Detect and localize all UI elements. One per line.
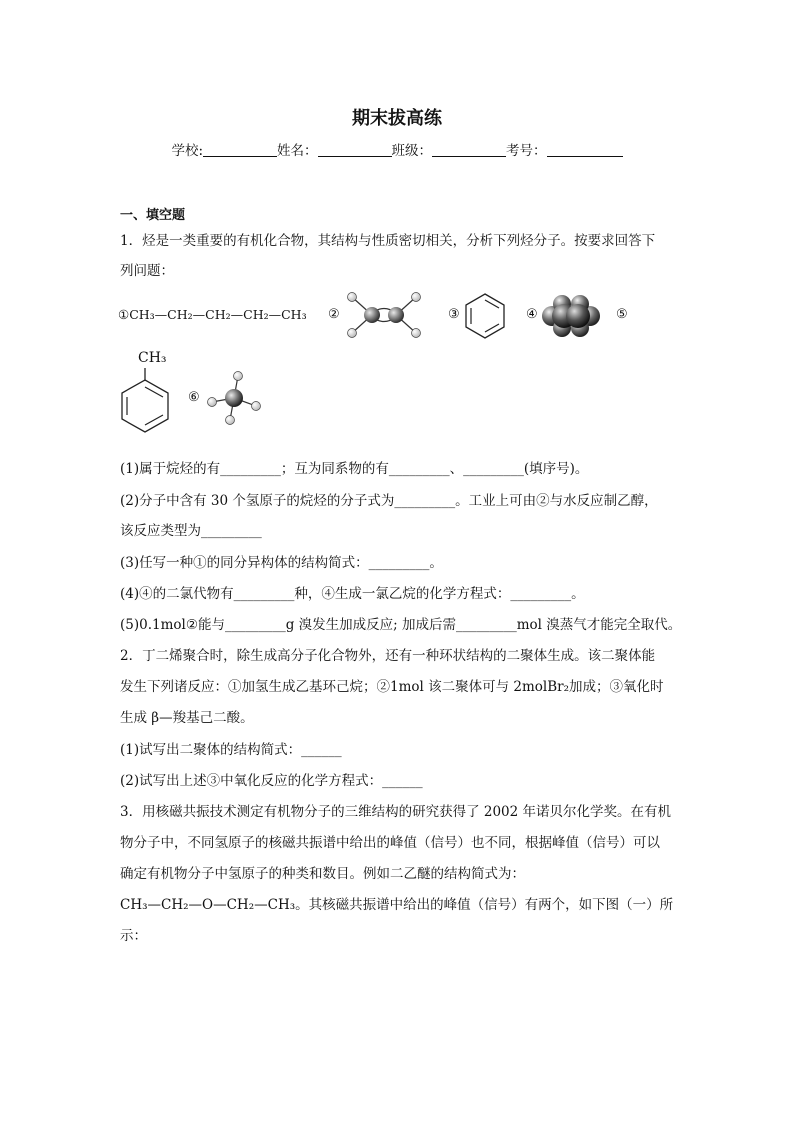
school-label: 学校: [171,143,204,159]
q1-sub4: (4)④的二氯代物有_________种，④生成一氯乙烷的化学方程式：_________。 [120,586,585,602]
q3-line5: 示： [120,928,147,944]
molecule-1-formula: ①CH₃—CH₂—CH₂—CH₂—CH₃ [118,307,307,322]
school-blank[interactable] [203,142,277,157]
molecule-row [118,290,678,350]
exam-no-blank[interactable] [547,142,623,157]
toluene-ring-icon [118,368,176,444]
q1-stem-line2: 列问题： [120,263,174,279]
q2-line3: 生成 β—羧基己二酸。 [120,710,254,726]
q2-line2: 发生下列诸反应：①加氢生成乙基环己烷；②1mol 该二聚体可与 2molBr₂加成；③氧化时 [120,679,664,695]
q2-line1: 2．丁二烯聚合时，除生成高分子化合物外，还有一种环状结构的二聚体生成。该二聚体能 [120,648,656,664]
q1-sub5: (5)0.1mol②能与_________g 溴发生加成反应; 加成后需_________mol 溴蒸气才能完全取代。 [120,617,682,633]
ethane-space-filling-icon [540,294,602,338]
q1-sub2-line2: 该反应类型为_________ [120,523,262,539]
q1-stem-line1: 1．烃是一类重要的有机化合物，其结构与性质密切相关，分析下列烃分子。按要求回答下 [120,233,656,249]
toluene-methyl-label: CH₃ [138,350,167,366]
class-label: 班级： [391,143,433,159]
q1-sub3: (3)任写一种①的同分异构体的结构简式：_________。 [120,555,443,571]
exam-no-label: 考号： [506,143,547,159]
q1-sub2-line1: (2)分子中含有 30 个氢原子的烷烃的分子式为_________。工业上可由②与水反应制乙醇， [120,493,658,509]
name-blank[interactable] [318,142,392,157]
q3-line3: 确定有机物分子中氢原子的种类和数目。例如二乙醚的结构简式为： [120,866,525,882]
q3-line1: 3．用核磁共振技术测定有机物分子的三维结构的研究获得了 2002 年诺贝尔化学奖。在有机 [120,804,672,820]
q3-line2: 物分子中，不同氢原子的核磁共振谱中给出的峰值（信号）也不同，根据峰值（信号）可以 [120,835,660,851]
molecule-3-marker: ③ [448,307,460,322]
student-info-row [0,139,794,159]
molecule-4-marker: ④ [526,307,538,322]
ethylene-model-icon [342,290,426,342]
q2-sub1: (1)试写出二聚体的结构简式：______ [120,742,342,758]
q3-line4: CH₃—CH₂—O—CH₂—CH₃。其核磁共振谱中给出的峰值（信号）有两个，如下图（一）所 [120,897,674,913]
molecule-5-marker: ⑤ [616,307,628,322]
q1-sub1: (1)属于烷烃的有_________；互为同系物的有_________、_________(填序号)。 [120,461,589,477]
name-label: 姓名： [277,143,318,159]
class-blank[interactable] [432,142,506,157]
toluene-structure [118,350,178,445]
benzene-ring-icon [462,291,508,341]
methane-model-icon [204,368,264,428]
molecule-6-marker: ⑥ [188,390,200,405]
molecule-2-marker: ② [328,307,340,322]
page-title: 期末拔高练 [352,108,442,129]
q2-sub2: (2)试写出上述③中氧化反应的化学方程式：______ [120,773,423,789]
section-heading: 一、填空题 [120,208,186,223]
